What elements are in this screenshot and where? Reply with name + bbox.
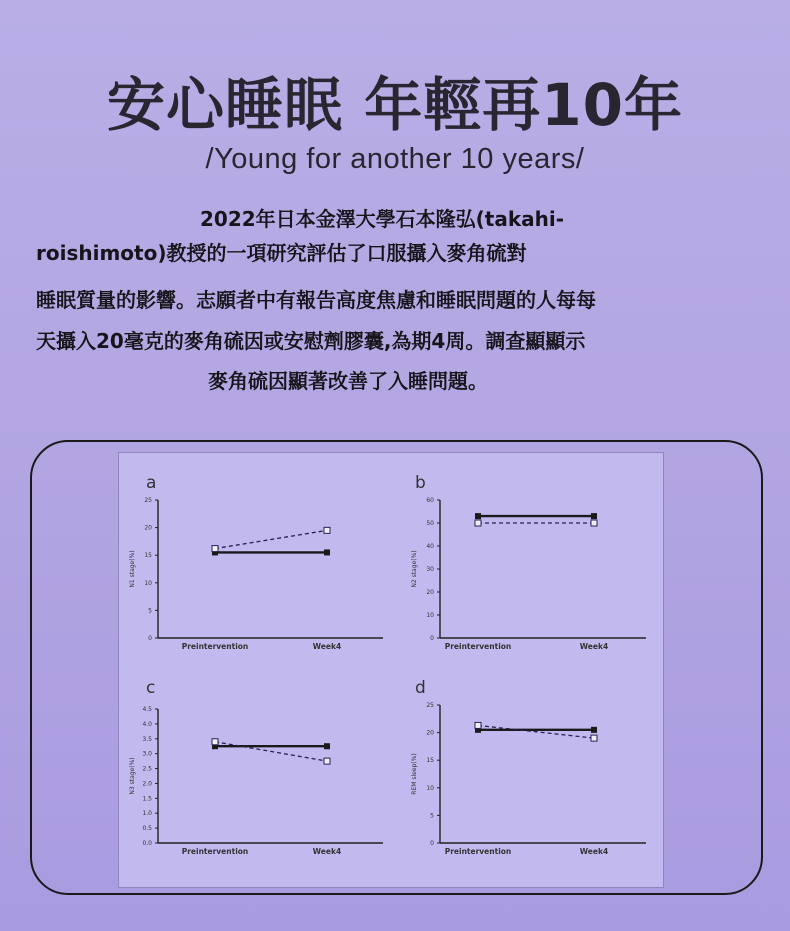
y-axis-label: N1 stage(%) [129, 550, 136, 588]
y-tick-label: 4.5 [142, 706, 152, 713]
data-point-open [591, 735, 597, 741]
paragraph-line: 2022年日本金澤大學石本隆弘(takahi- [200, 207, 565, 231]
y-tick-label: 4.0 [142, 720, 152, 728]
y-axis-label: N3 stage(%) [129, 757, 136, 795]
x-category-label: Preintervention [444, 642, 512, 651]
x-category-label: Week4 [579, 847, 609, 856]
data-point-filled [591, 513, 597, 519]
chart-figure [118, 452, 664, 888]
y-tick-label: 20 [426, 589, 434, 596]
series-line-dashed [215, 530, 327, 548]
y-tick-label: 2.0 [142, 780, 152, 788]
x-category-label: Preintervention [444, 847, 512, 856]
y-tick-label: 2.5 [142, 765, 152, 773]
panel-letter: d [415, 678, 426, 698]
y-tick-label: 30 [426, 566, 434, 573]
series-line-dashed [478, 725, 594, 738]
y-tick-label: 5 [430, 812, 434, 820]
y-tick-label: 40 [426, 543, 434, 550]
data-point-open [591, 520, 597, 526]
page-subtitle: /Young for another 10 years/ [205, 143, 585, 175]
y-axis-label: N2 stage(%) [411, 550, 418, 588]
y-tick-label: 10 [426, 612, 434, 619]
y-tick-label: 3.5 [142, 735, 152, 743]
data-point-open [212, 546, 218, 552]
y-tick-label: 3.0 [142, 750, 152, 758]
y-tick-label: 5 [148, 607, 152, 615]
y-tick-label: 50 [426, 520, 434, 527]
paragraph-line: 睡眠質量的影響。志願者中有報告高度焦慮和睡眠問題的人每每 [36, 288, 596, 312]
data-point-open [475, 722, 481, 728]
series-line-dashed [215, 742, 327, 761]
panel-letter: b [415, 473, 426, 493]
y-tick-label: 10 [144, 579, 152, 587]
y-tick-label: 25 [426, 702, 434, 709]
data-point-filled [591, 727, 597, 733]
paragraph-line: 天攝入20毫克的麥角硫因或安慰劑膠囊,為期4周。調查顯顯示 [36, 329, 586, 353]
paragraph-line: roishimoto)教授的一項研究評估了口服攝入麥角硫對 [36, 241, 527, 265]
y-tick-label: 15 [144, 552, 152, 560]
x-category-label: Preintervention [181, 847, 249, 856]
data-point-filled [475, 513, 481, 519]
y-tick-label: 10 [426, 784, 434, 792]
paragraph-line: 麥角硫因顯著改善了入睡問題。 [208, 369, 488, 393]
data-point-filled [324, 743, 330, 749]
y-axis-label: REM sleep(%) [411, 753, 418, 795]
y-tick-label: 20 [144, 524, 152, 532]
x-category-label: Week4 [312, 642, 342, 651]
y-tick-label: 0.5 [142, 825, 152, 833]
data-point-open [324, 758, 330, 764]
y-tick-label: 60 [426, 497, 434, 504]
page-title: 安心睡眠 年輕再10年 [107, 71, 683, 139]
y-tick-label: 1.0 [142, 810, 152, 818]
panel-letter: a [146, 473, 157, 493]
y-tick-label: 25 [144, 497, 152, 504]
y-tick-label: 0 [430, 635, 434, 642]
data-point-filled [324, 549, 330, 555]
data-point-open [475, 520, 481, 526]
panel-letter: c [146, 678, 156, 698]
y-tick-label: 0.0 [142, 840, 152, 847]
x-category-label: Week4 [312, 847, 342, 856]
y-tick-label: 0 [148, 635, 152, 642]
y-tick-label: 1.5 [142, 795, 152, 803]
y-tick-label: 15 [426, 757, 434, 765]
data-point-open [212, 739, 218, 745]
data-point-open [324, 527, 330, 533]
x-category-label: Preintervention [181, 642, 249, 651]
y-tick-label: 20 [426, 729, 434, 737]
y-tick-label: 0 [430, 840, 434, 847]
x-category-label: Week4 [579, 642, 609, 651]
